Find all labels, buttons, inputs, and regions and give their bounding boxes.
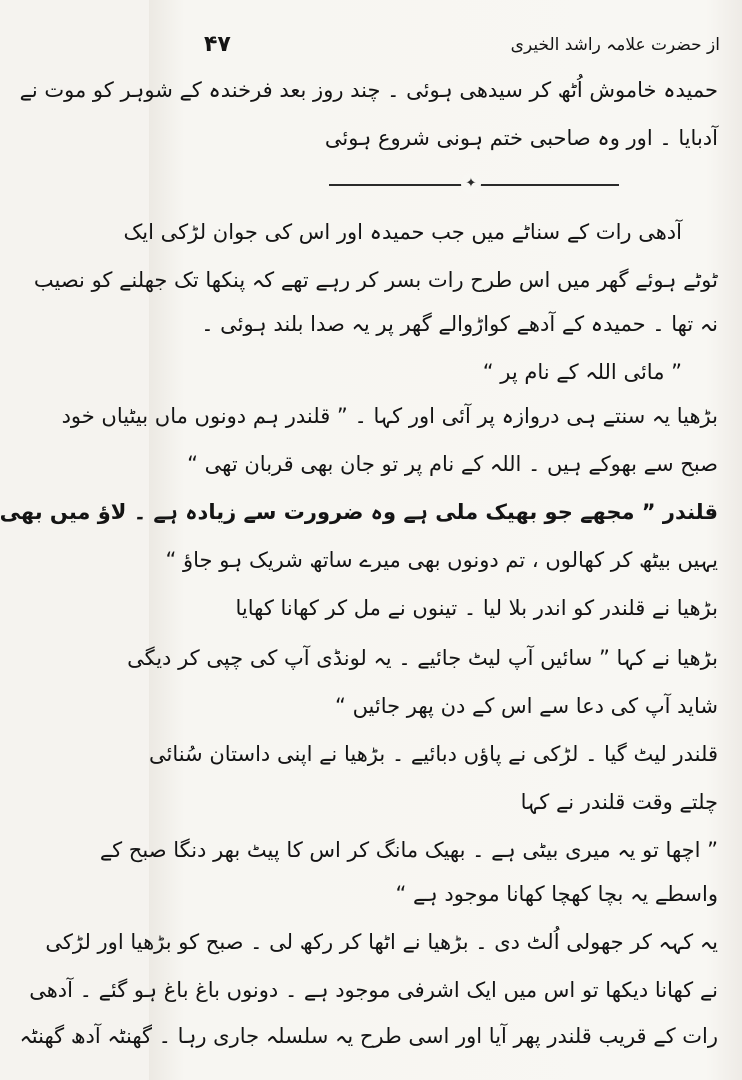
text-line: شاید آپ کی دعا سے اس کے دن پھر جائیں “ (335, 694, 718, 718)
divider-ornament-icon: ✦ (461, 174, 481, 194)
text-line: چلتے وقت قلندر نے کہا (520, 790, 718, 814)
text-line: رات کے قریب قلندر پھر آیا اور اسی طرح یہ سلسلہ جاری رہا ۔ گھنٹہ آدھ گھنٹہ (19, 1024, 718, 1048)
text-line: بڑھیا نے قلندر کو اندر بلا لیا ۔ تینوں نے مل کر کھانا کھایا (235, 596, 718, 620)
text-line: ” مائی اللہ کے نام پر “ (482, 360, 682, 384)
page-number: ۴۷ (204, 32, 231, 57)
text-line: قلندر ” مجھے جو بھیک ملی ہے وہ ضرورت سے زیادہ ہے ۔ لاؤ میں بھی (0, 500, 718, 524)
text-line: قلندر لیٹ گیا ۔ لڑکی نے پاؤں دبائیے ۔ بڑھیا نے اپنی داستان سُنائی (148, 742, 718, 766)
text-line: واسطے یہ بچا کھچا کھانا موجود ہے “ (395, 882, 718, 906)
text-line: صبح سے بھوکے ہیں ۔ اللہ کے نام پر تو جان بھی قربان تھی “ (187, 452, 718, 476)
text-line: نہ تھا ۔ حمیدہ کے آدھے کواڑوالے گھر پر یہ صدا بلند ہوئی ۔ (201, 312, 718, 336)
running-title: از حضرت علامہ راشد الخیری (510, 35, 720, 55)
text-line: آدبایا ۔ اور وہ صاحبی ختم ہونی شروع ہوئی (324, 126, 718, 150)
text-line: نے کھانا دیکھا تو اس میں ایک اشرفی موجود ہے ۔ دونوں باغ باغ ہو گئے ۔ آدھی (29, 978, 718, 1002)
page-header (204, 30, 720, 60)
text-line: آدھی رات کے سناٹے میں جب حمیدہ اور اس کی جوان لڑکی ایک (123, 220, 682, 244)
text-line: حمیدہ خاموش اُٹھ کر سیدھی ہوئی ۔ چند روز بعد فرخندہ کے شوہر کو موت نے (19, 78, 718, 102)
text-line: ” اچھا تو یہ میری بیٹی ہے ۔ بھیک مانگ کر اس کا پیٹ بھر دنگا صبح کے (99, 838, 718, 862)
text-line: بڑھیا یہ سنتے ہی دروازہ پر آئی اور کہا ۔ ” قلندر ہم دونوں ماں بیٹیاں خود (61, 404, 718, 428)
text-line: ٹوٹے ہوئے گھر میں اس طرح رات بسر کر رہے تھے کہ پنکھا تک جھلنے کو نصیب (33, 268, 718, 292)
text-line: یہ کہہ کر جھولی اُلٹ دی ۔ بڑھیا نے اٹھا کر رکھ لی ۔ صبح کو بڑھیا اور لڑکی (45, 930, 718, 954)
text-line: بڑھیا نے کہا ” سائیں آپ لیٹ جائیے ۔ یہ لونڈی آپ کی چپی کر دیگی (127, 646, 718, 670)
text-line: یہیں بیٹھ کر کھالوں ، تم دونوں بھی میرے ساتھ شریک ہو جاؤ “ (165, 548, 718, 572)
